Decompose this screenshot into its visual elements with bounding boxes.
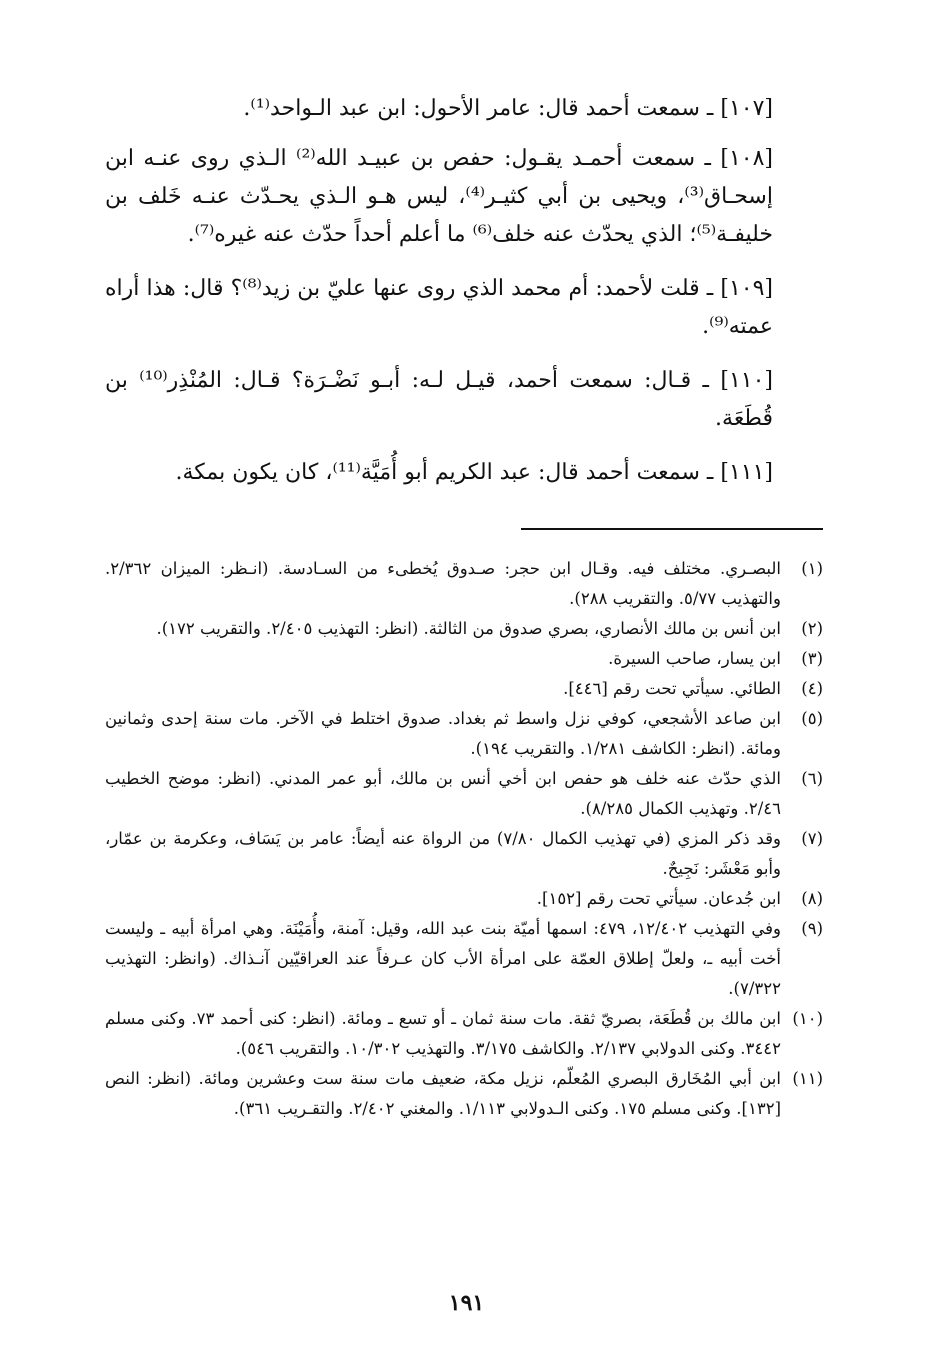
footnote-text: ابن جُدعان. سيأتي تحت رقم [١٥٢].: [536, 889, 781, 908]
footnotes: [105, 554, 823, 1124]
footnote-text: ابن مالك بن قُطَعَة، بصريّ ثقة. مات سنة ثمان ـ أو تسع ـ ومائة. (انظر: كنى أحمد ٧٣. وكنى مسلم ٣٤٤٢. وكنى الدولابي ٢/١٣٧. والكاشف ٣/١٧٥. والتهذيب ١٠/٣٠٢. والتقريب ٥٤٦).: [105, 1009, 781, 1058]
footnote-divider: [521, 528, 823, 530]
footnote-6: [105, 764, 823, 824]
footnote-2: [105, 614, 823, 644]
footnote-text: البصـري. مختلف فيه. وقـال ابن حجر: صـدوق يُخطىء من السـادسة. (انـظر: الميزان ٢/٣٦٢. والتهذيب ٥/٧٧. والتقريب ٢٨٨).: [105, 559, 781, 608]
footnote-3: [105, 644, 823, 674]
footnote-number: (٢): [801, 619, 823, 638]
footnote-number: (٦): [801, 769, 823, 788]
footnote-number: (١٠): [792, 1009, 823, 1028]
entry-107: [١٠٧] ـ سمعت أحمد قال: عامر الأحول: ابن عبد الـواحد⁽¹⁾.: [243, 96, 773, 121]
footnote-4: [105, 674, 823, 704]
footnote-10: [105, 1004, 823, 1064]
main-text: [105, 90, 823, 492]
footnote-number: (١١): [792, 1069, 823, 1088]
footnote-11: [105, 1064, 823, 1124]
footnote-number: (١): [801, 559, 823, 578]
footnote-number: (٩): [801, 919, 823, 938]
footnote-text: الطائي. سيأتي تحت رقم [٤٤٦].: [563, 679, 781, 698]
footnote-text: الذي حدّث عنه خلف هو حفص ابن أخي أنس بن مالك، أبو عمر المدني. (انظر: موضح الخطيب ٢/٤٦. وتهذيب الكمال ٨/٢٨٥).: [105, 769, 781, 818]
footnote-text: ابن أنس بن مالك الأنصاري، بصري صدوق من الثالثة. (انظر: التهذيب ٢/٤٠٥. والتقريب ١٧٢).: [156, 619, 781, 638]
footnote-text: وفي التهذيب ١٢/٤٠٢، ٤٧٩: اسمها أميّة بنت عبد الله، وقيل: آمنة، وأُمَيْنَة. وهي امرأة أبيه ـ وليست أخت أبيه ـ، ولعلّ إطلاق العمّة على امرأة الأب كان عـرفاً عند العراقيّين آنـذاك. (وانظر: التهذيب ٧/٣٢٢).: [105, 919, 781, 998]
entry-110: [١١٠] ـ قـال: سمعت أحمد، قيـل لـه: أبـو نَضْـرَة؟ قـال: المُنْذِر⁽¹⁰⁾ بن قُطَعَة.: [105, 368, 773, 431]
footnote-8: [105, 884, 823, 914]
footnote-text: ابن أبي المُخَارق البصري المُعلّم، نزيل مكة، ضعيف مات سنة ست وعشرين ومائة. (انظر: النص [١٣٢]. وكنى مسلم ١٧٥. وكنى الـدولابي ١/١١٣. والمغني ٢/٤٠٢. والتقـريب ٣٦١).: [105, 1069, 781, 1118]
footnote-number: (٧): [801, 829, 823, 848]
page-number: ١٩١: [448, 1290, 485, 1316]
entry-109: [١٠٩] ـ قلت لأحمد: أم محمد الذي روى عنها عليّ بن زيد⁽⁸⁾؟ قال: هذا أراه عمته⁽⁹⁾.: [105, 276, 773, 339]
footnote-number: (٨): [801, 889, 823, 908]
footnote-number: (٤): [801, 679, 823, 698]
footnote-5: [105, 704, 823, 764]
entry-108: [١٠٨] ـ سمعت أحمـد يقـول: حفص بن عبيـد الله⁽²⁾ الـذي روى عنـه ابن إسحـاق⁽³⁾، ويحيى بن أبي كثيـر⁽⁴⁾، ليس هـو الـذي يحـدّث عنـه خَلف بن خليفـة⁽⁵⁾؛ الذي يحدّث عنه خلف⁽⁶⁾ ما أعلم أحداً حدّث عنه غيره⁽⁷⁾.: [105, 146, 773, 247]
footnote-text: ابن صاعد الأشجعي، كوفي نزل واسط ثم بغداد. صدوق اختلط في الآخر. مات سنة إحدى وثمانين ومائة. (انظر: الكاشف ١/٢٨١. والتقريب ١٩٤).: [105, 709, 781, 758]
footnote-number: (٥): [801, 709, 823, 728]
footnote-1: [105, 554, 823, 614]
footnote-text: ابن يسار، صاحب السيرة.: [608, 649, 781, 668]
footnote-text: وقد ذكر المزي (في تهذيب الكمال ٧/٨٠) من الرواة عنه أيضاً: عامر بن يَسَاف، وعكرمة بن عمّار، وأبو مَعْشَر: نَجِيحٌ.: [105, 829, 781, 878]
footnote-7: [105, 824, 823, 884]
entry-111: [١١١] ـ سمعت أحمد قال: عبد الكريم أبو أُمَيَّة⁽¹¹⁾، كان يكون بمكة.: [175, 460, 773, 485]
footnote-9: [105, 914, 823, 1004]
footnote-number: (٣): [801, 649, 823, 668]
